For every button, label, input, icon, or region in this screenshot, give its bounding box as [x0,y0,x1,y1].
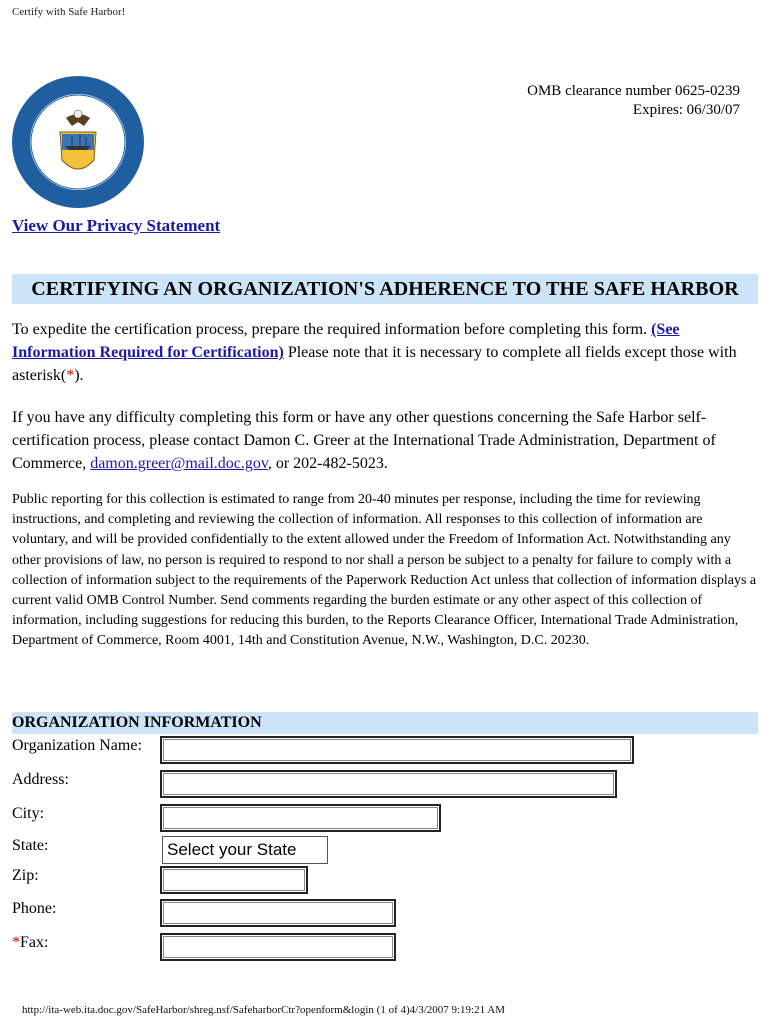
fax-label-row [12,933,48,953]
state-label: State: [12,837,49,854]
window-title: Certify with Safe Harbor! [12,6,126,18]
organization-name-input[interactable] [160,736,634,764]
organization-section-header [12,712,758,734]
asterisk-marker: * [66,367,75,384]
intro-text-cont: Please note that it is necessary to complete all fields except those with asterisk( [12,344,737,384]
omb-clearance [527,82,740,120]
state-select[interactable]: Select your State [162,836,328,864]
privacy-statement-link[interactable]: View Our Privacy Statement [12,216,221,235]
omb-number: OMB clearance number 0625-0239 [527,83,740,99]
department-of-commerce-seal-icon [10,74,146,210]
address-input[interactable] [160,770,617,798]
city-input[interactable] [160,804,441,832]
address-label: Address: [12,771,69,788]
contact-email-link[interactable]: damon.greer@mail.doc.gov [90,455,268,472]
phone-label: Phone: [12,900,57,917]
burden-statement: Public reporting for this collection is estimated to range from 20-40 minutes per response, including the time for reviewing instructions, and completing and reviewing the collection of information. All responses to this collection of information are voluntary, and will be provided confidentially to the extent allowed under the Freedom of Information Act. Notwithstanding any other provisions of law, no person is required to respond to nor shall a person be subject to a penalty for failure to comply with a collection of information subject to the requirements of the Paperwork Reduction Act unless that collection of information displays a current valid OMB Control Number. Send comments regarding the burden estimate or any other aspect of this collection of information, including suggestions for reducing this burden, to the Reports Clearance Officer, International Trade Administration, Department of Commerce, Room 4001, 14th and Constitution Avenue, N.W., Washington, D.C. 20230. [12,492,757,649]
contact-phone-text: , or 202-482-5023. [267,455,388,472]
phone-input[interactable] [160,899,396,927]
fax-label: Fax: [20,934,49,951]
organization-name-label: Organization Name: [12,737,142,754]
contact-text: If you have any difficulty completing this form or have any other questions concerning the Safe Harbor self-certification process, please contact Damon C. Greer at the International Trade Administration, Department of Commerce, [12,409,716,472]
organization-section-title: ORGANIZATION INFORMATION [12,714,262,731]
zip-label: Zip: [12,867,39,884]
info-required-link[interactable]: (See Information Required for Certification) [12,321,680,361]
page-title: CERTIFYING AN ORGANIZATION'S ADHERENCE TO THE SAFE HARBOR [31,278,739,300]
intro-paragraph-2 [12,406,757,475]
city-label: City: [12,805,45,822]
zip-input[interactable] [160,866,308,894]
page-title-bar [12,274,758,304]
fax-input[interactable] [160,933,396,961]
fax-optional-asterisk: * [12,934,20,951]
page-footer-url: http://ita-web.ita.doc.gov/SafeHarbor/shreg.nsf/SafeharborCtr?openform&login (1 of 4)4/3/2007 9:19:21 AM [22,1004,505,1016]
intro-text-end: ). [74,367,84,384]
omb-expiry: Expires: 06/30/07 [632,102,740,118]
intro-text: To expedite the certification process, prepare the required information before completing this form. [12,321,652,338]
intro-paragraph-1 [12,318,757,387]
